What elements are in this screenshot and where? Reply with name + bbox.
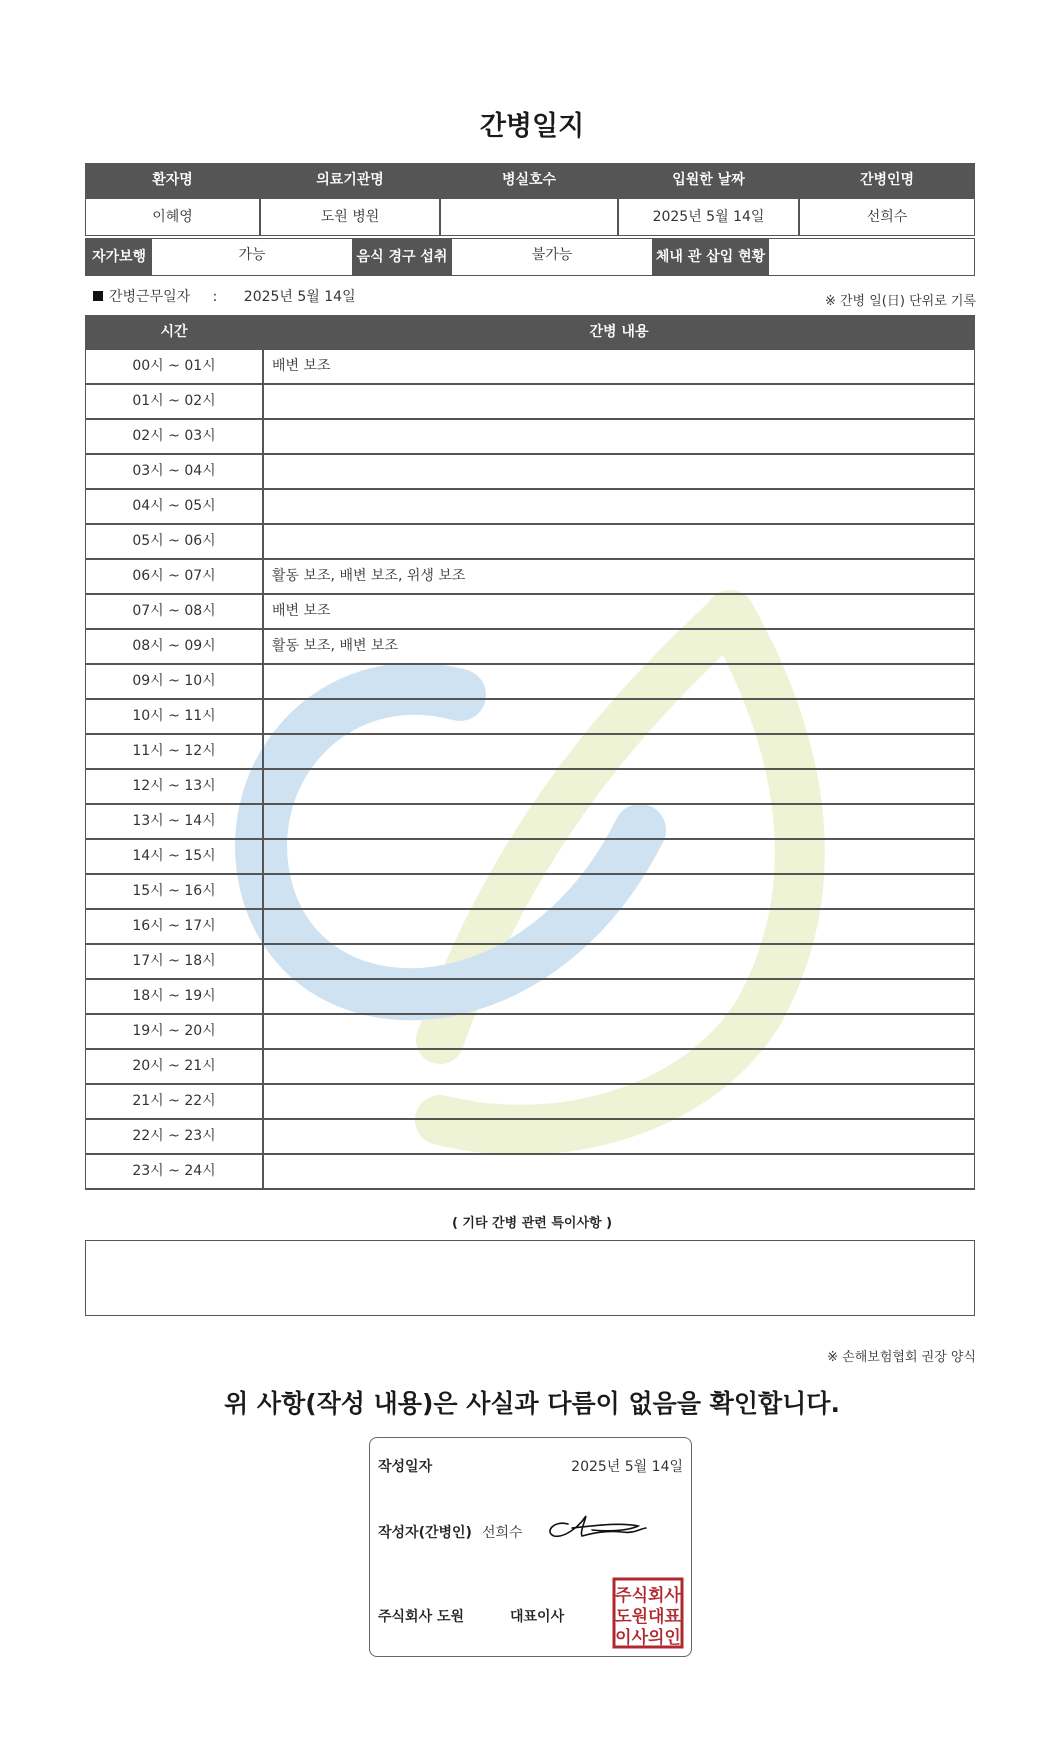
- self-walk-label: 자가보행: [86, 239, 152, 275]
- log-content-cell: [264, 875, 974, 908]
- info-header-row: [85, 163, 975, 198]
- log-row: [86, 560, 974, 595]
- log-row: [86, 910, 974, 945]
- log-content-cell: [264, 980, 974, 1013]
- log-time-cell: 06시 ~ 07시: [86, 560, 264, 593]
- self-walk-value: 가능: [238, 247, 266, 263]
- log-content-cell: 활동 보조, 배변 보조: [272, 638, 398, 654]
- log-time-cell: 02시 ~ 03시: [86, 420, 264, 453]
- log-row: [86, 700, 974, 735]
- log-content-cell: [264, 1015, 974, 1048]
- seal-text-line: 주식회사: [615, 1586, 681, 1606]
- log-header-content: 간병 내용: [589, 324, 649, 340]
- unit-note: ※ 간병 일(日) 단위로 기록: [824, 294, 976, 309]
- info-caregiver-name: 선희수: [866, 209, 908, 225]
- log-content-cell: [264, 490, 974, 523]
- info-header-admission-date: 입원한 날짜: [672, 172, 745, 188]
- info-room-number: [441, 199, 619, 235]
- log-content-cell: [264, 735, 974, 768]
- log-row: [86, 875, 974, 910]
- log-time-cell: 23시 ~ 24시: [86, 1155, 264, 1188]
- log-content-cell: [264, 840, 974, 873]
- log-row: [86, 805, 974, 840]
- log-time-cell: 04시 ~ 05시: [86, 490, 264, 523]
- log-row: [86, 980, 974, 1015]
- info-status-row: [85, 238, 975, 276]
- log-content-cell: [264, 420, 974, 453]
- log-time-cell: 00시 ~ 01시: [86, 350, 264, 383]
- log-header-time: 시간: [160, 324, 188, 340]
- log-content-cell: [264, 1120, 974, 1153]
- info-patient-name: 이혜영: [86, 199, 261, 235]
- info-hospital-name: 도원 병원: [261, 199, 441, 235]
- log-header-row: [85, 315, 975, 350]
- log-time-cell: 08시 ~ 09시: [86, 630, 264, 663]
- log-row: [86, 665, 974, 700]
- recommend-note: ※ 손해보험협회 권장 양식: [827, 1350, 976, 1365]
- log-content-cell: [264, 805, 974, 838]
- log-time-cell: 03시 ~ 04시: [86, 455, 264, 488]
- work-date-row: [93, 286, 356, 306]
- log-time-cell: 11시 ~ 12시: [86, 735, 264, 768]
- tube-status-value: [769, 239, 974, 275]
- log-row: [86, 1120, 974, 1155]
- work-date-separator: :: [212, 289, 218, 305]
- log-time-cell: 19시 ~ 20시: [86, 1015, 264, 1048]
- special-notes-title: ( 기타 간병 관련 특이사항 ): [451, 1216, 613, 1231]
- log-content-cell: [264, 945, 974, 978]
- log-row: [86, 735, 974, 770]
- log-time-cell: 22시 ~ 23시: [86, 1120, 264, 1153]
- tube-status-label: 체내 관 삽입 현황: [652, 239, 769, 275]
- seal-text-line: 이사의인: [615, 1628, 681, 1648]
- work-date-value: 2025년 5월 14일: [243, 289, 356, 305]
- info-header-caregiver: 간병인명: [859, 172, 915, 188]
- log-row: [86, 770, 974, 805]
- confirmation-statement: 위 사항(작성 내용)은 사실과 다름이 없음을 확인합니다.: [224, 1389, 840, 1418]
- log-time-cell: 07시 ~ 08시: [86, 595, 264, 628]
- log-row: [86, 1050, 974, 1085]
- seal-text-line: 도원대표: [615, 1607, 681, 1627]
- page-title: 간병일지: [479, 111, 585, 142]
- info-value-row: [85, 198, 975, 236]
- special-notes-box: [85, 1240, 975, 1316]
- info-header-patient: 환자명: [152, 172, 193, 188]
- info-admission-date: 2025년 5월 14일: [619, 199, 800, 235]
- info-header-room: 병실호수: [501, 172, 557, 188]
- log-content-cell: [264, 1050, 974, 1083]
- log-row: [86, 490, 974, 525]
- ceo-label: 대표이사: [510, 1609, 565, 1625]
- log-time-cell: 15시 ~ 16시: [86, 875, 264, 908]
- log-row: [86, 840, 974, 875]
- log-time-cell: 12시 ~ 13시: [86, 770, 264, 803]
- bullet-square-icon: [93, 291, 103, 301]
- log-row: [86, 385, 974, 420]
- log-time-cell: 17시 ~ 18시: [86, 945, 264, 978]
- company-seal-stamp: [612, 1577, 684, 1649]
- log-row: [86, 420, 974, 455]
- log-row: [86, 525, 974, 560]
- log-time-cell: 13시 ~ 14시: [86, 805, 264, 838]
- log-time-cell: 05시 ~ 06시: [86, 525, 264, 558]
- log-time-cell: 21시 ~ 22시: [86, 1085, 264, 1118]
- log-content-cell: [264, 1085, 974, 1118]
- log-row: [86, 630, 974, 665]
- seal-graphic: [612, 1577, 684, 1649]
- log-time-cell: 09시 ~ 10시: [86, 665, 264, 698]
- log-row: [86, 1015, 974, 1050]
- log-content-cell: [264, 700, 974, 733]
- log-time-cell: 18시 ~ 19시: [86, 980, 264, 1013]
- log-time-cell: 01시 ~ 02시: [86, 385, 264, 418]
- writer-name: 선희수: [482, 1525, 523, 1541]
- log-content-cell: [264, 770, 974, 803]
- log-time-cell: 14시 ~ 15시: [86, 840, 264, 873]
- writer-label: 작성자(간병인): [378, 1525, 472, 1541]
- log-time-cell: 16시 ~ 17시: [86, 910, 264, 943]
- log-content-cell: [264, 665, 974, 698]
- log-row: [86, 595, 974, 630]
- log-content-cell: [264, 1155, 974, 1188]
- log-row: [86, 1085, 974, 1120]
- log-time-cell: 10시 ~ 11시: [86, 700, 264, 733]
- log-content-cell: 배변 보조: [272, 603, 331, 619]
- oral-intake-label: 음식 경구 섭취: [352, 239, 452, 275]
- log-time-cell: 20시 ~ 21시: [86, 1050, 264, 1083]
- log-content-cell: [264, 385, 974, 418]
- log-content-cell: [264, 525, 974, 558]
- handwritten-signature: [542, 1510, 652, 1550]
- log-row: [86, 1155, 974, 1190]
- log-content-cell: 배변 보조: [272, 358, 331, 374]
- company-label: 주식회사 도원: [378, 1609, 465, 1625]
- written-date-label: 작성일자: [378, 1459, 433, 1475]
- oral-intake-value: 불가능: [531, 247, 573, 263]
- log-content-cell: 활동 보조, 배변 보조, 위생 보조: [272, 568, 466, 584]
- work-date-label: 간병근무일자: [109, 289, 191, 305]
- log-table: [85, 350, 975, 1190]
- written-date-value: 2025년 5월 14일: [571, 1459, 683, 1475]
- log-row: [86, 350, 974, 385]
- log-content-cell: [264, 910, 974, 943]
- log-row: [86, 945, 974, 980]
- log-content-cell: [264, 455, 974, 488]
- info-header-hospital: 의료기관명: [316, 172, 384, 188]
- log-row: [86, 455, 974, 490]
